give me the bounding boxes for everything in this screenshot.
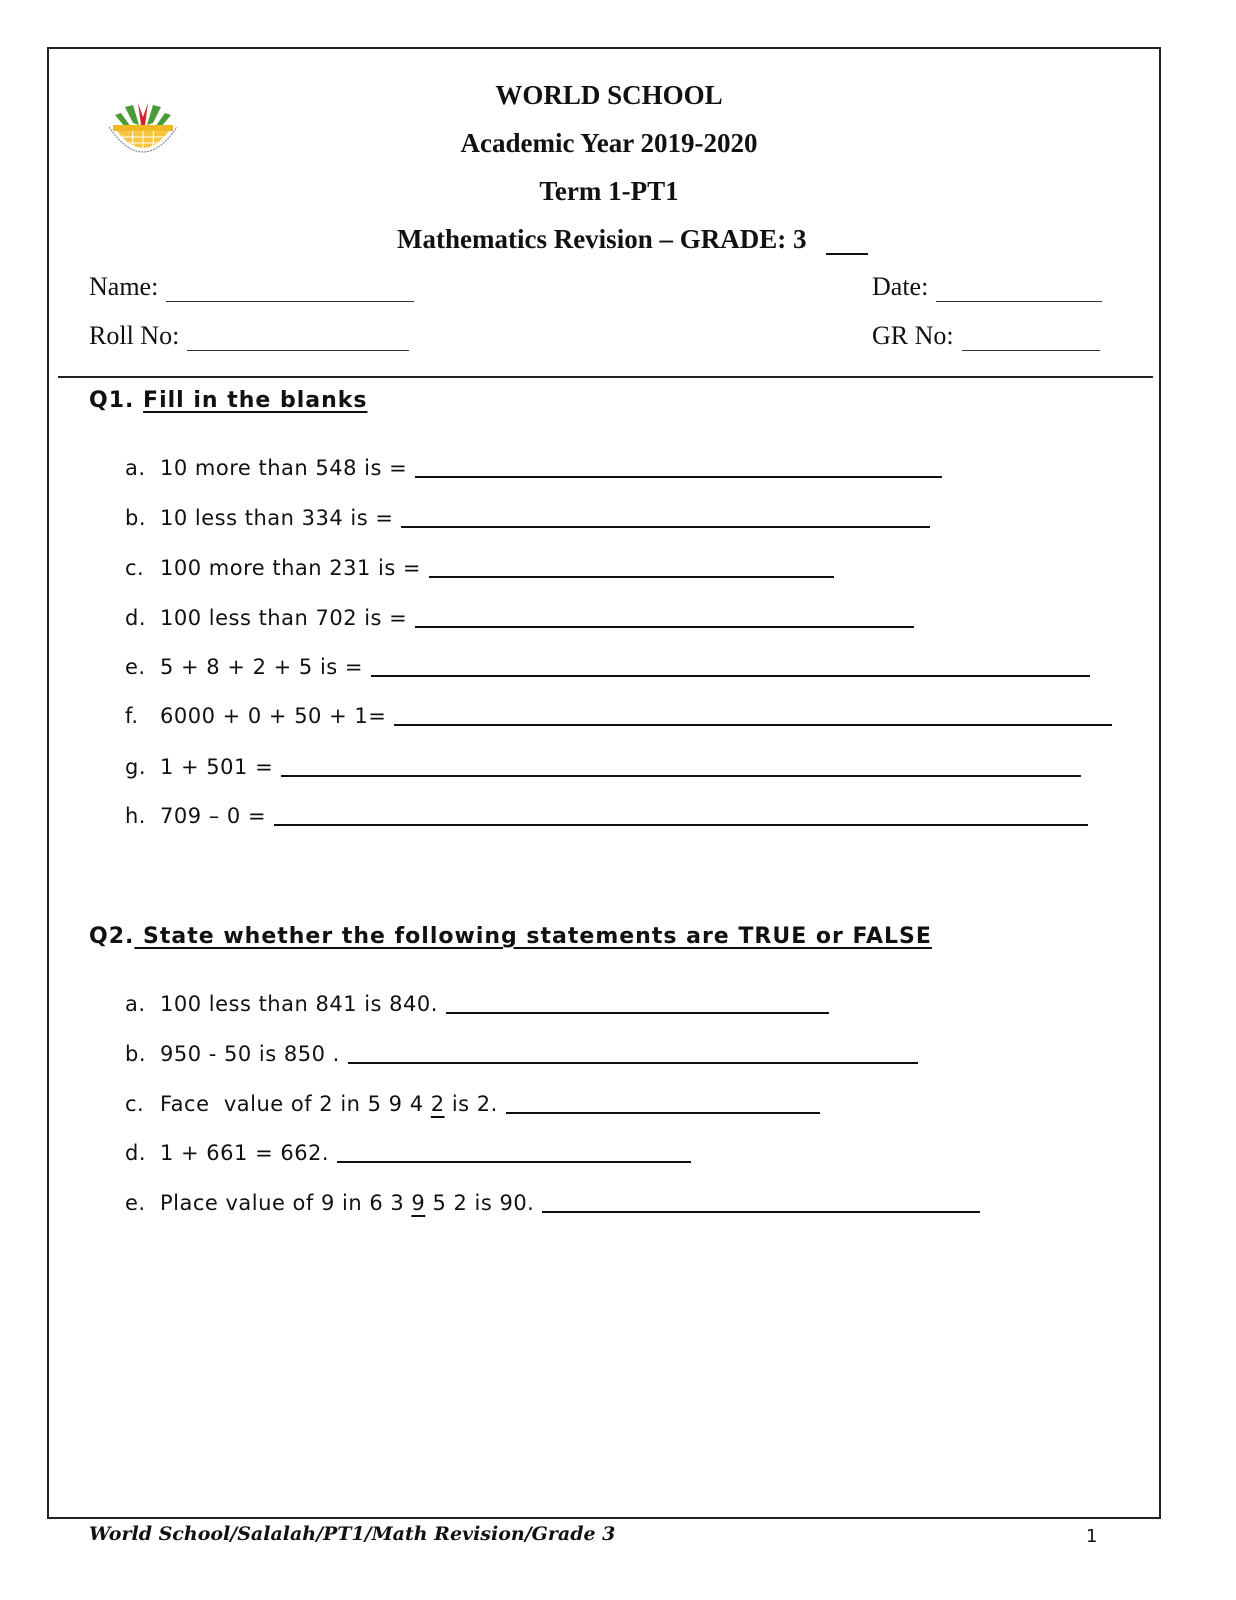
date-label: Date:: [872, 272, 929, 301]
term: Term 1-PT1: [539, 176, 679, 206]
roll-label: Roll No:: [89, 321, 180, 350]
item-text-underlined: 9: [411, 1191, 426, 1215]
q2-item: [125, 992, 829, 1016]
item-label: h.: [125, 804, 146, 828]
q1-item: [125, 556, 834, 580]
school-name: WORLD SCHOOL: [495, 80, 723, 110]
item-text-pre: 950 - 50 is 850 .: [160, 1042, 340, 1066]
answer-blank[interactable]: [401, 506, 930, 528]
item-label: a.: [125, 456, 146, 480]
item-label: d.: [125, 606, 147, 630]
answer-blank[interactable]: [429, 556, 834, 578]
answer-blank[interactable]: [348, 1042, 918, 1064]
answer-blank[interactable]: [542, 1191, 980, 1213]
roll-field: [89, 321, 409, 351]
q1-number: Q1.: [89, 388, 135, 413]
q2-item: [125, 1042, 918, 1066]
item-text-pre: 100 less than 841 is 840.: [160, 992, 438, 1016]
date-field: [872, 272, 1102, 302]
q1-item: [125, 606, 914, 630]
item-text: 709 – 0 =: [160, 804, 267, 828]
q1-item: [125, 655, 1090, 679]
item-label: a.: [125, 992, 146, 1016]
q2-title: State whether the following statements are TRUE or FALSE: [134, 924, 932, 949]
item-text-pre: Place value of 9 in 6 3: [160, 1191, 412, 1215]
item-text: 10 more than 548 is =: [160, 456, 408, 480]
item-text: [160, 1141, 329, 1165]
item-text: [160, 1191, 534, 1215]
item-text-post: is 2.: [444, 1092, 498, 1116]
answer-blank[interactable]: [506, 1092, 820, 1114]
item-label: g.: [125, 755, 147, 779]
item-label: b.: [125, 1042, 147, 1066]
q2-number: Q2.: [89, 924, 135, 949]
q2-item: [125, 1141, 691, 1165]
date-blank[interactable]: [936, 277, 1102, 302]
q1-item: [125, 456, 942, 480]
item-text-pre: Face value of 2 in 5 9 4: [160, 1092, 431, 1116]
page-number: 1: [1086, 1526, 1098, 1547]
item-label: e.: [125, 1191, 146, 1215]
answer-blank[interactable]: [337, 1141, 691, 1163]
q2-item: [125, 1092, 820, 1116]
subject-text: Mathematics Revision – GRADE: 3: [397, 224, 807, 254]
item-text: [160, 1042, 340, 1066]
item-text: 1 + 501 =: [160, 755, 274, 779]
footer-text: World School/Salalah/PT1/Math Revision/Grade 3: [89, 1523, 616, 1545]
item-text: 5 + 8 + 2 + 5 is =: [160, 655, 364, 679]
gr-blank[interactable]: [962, 326, 1100, 351]
subject-title: [397, 224, 868, 255]
page-border: [47, 47, 1161, 1519]
q1-item: [125, 506, 930, 530]
item-text-underlined: 2: [430, 1092, 445, 1116]
q1-item: [125, 804, 1088, 828]
item-label: e.: [125, 655, 146, 679]
academic-year: Academic Year 2019-2020: [460, 128, 758, 158]
name-field: [89, 272, 414, 302]
item-text-post: 5 2 is 90.: [425, 1191, 535, 1215]
item-text-pre: 1 + 661 = 662.: [160, 1141, 330, 1165]
item-text: 6000 + 0 + 50 + 1=: [160, 704, 387, 728]
q2-heading: [89, 924, 932, 949]
answer-blank[interactable]: [274, 804, 1088, 826]
answer-blank[interactable]: [446, 992, 829, 1014]
q1-item: [125, 755, 1081, 779]
answer-blank[interactable]: [394, 704, 1112, 726]
item-text: 100 more than 231 is =: [160, 556, 422, 580]
item-label: f.: [125, 704, 139, 728]
answer-blank[interactable]: [415, 456, 942, 478]
answer-blank[interactable]: [415, 606, 914, 628]
roll-blank[interactable]: [187, 326, 409, 351]
name-blank[interactable]: [166, 277, 414, 302]
item-label: c.: [125, 556, 145, 580]
name-label: Name:: [89, 272, 159, 301]
item-label: c.: [125, 1092, 145, 1116]
q1-heading: [89, 388, 368, 413]
item-text: [160, 1092, 498, 1116]
item-text: [160, 992, 438, 1016]
item-label: b.: [125, 506, 147, 530]
gr-field: [872, 321, 1100, 351]
item-text: 100 less than 702 is =: [160, 606, 408, 630]
q1-title: Fill in the blanks: [143, 388, 368, 413]
item-text: 10 less than 334 is =: [160, 506, 394, 530]
header-divider: [58, 376, 1153, 378]
answer-blank[interactable]: [281, 755, 1081, 777]
item-label: d.: [125, 1141, 147, 1165]
answer-blank[interactable]: [371, 655, 1090, 677]
grade-section-blank[interactable]: [826, 229, 868, 255]
gr-label: GR No:: [872, 321, 954, 350]
q1-item: [125, 704, 1112, 728]
q2-item: [125, 1191, 980, 1215]
